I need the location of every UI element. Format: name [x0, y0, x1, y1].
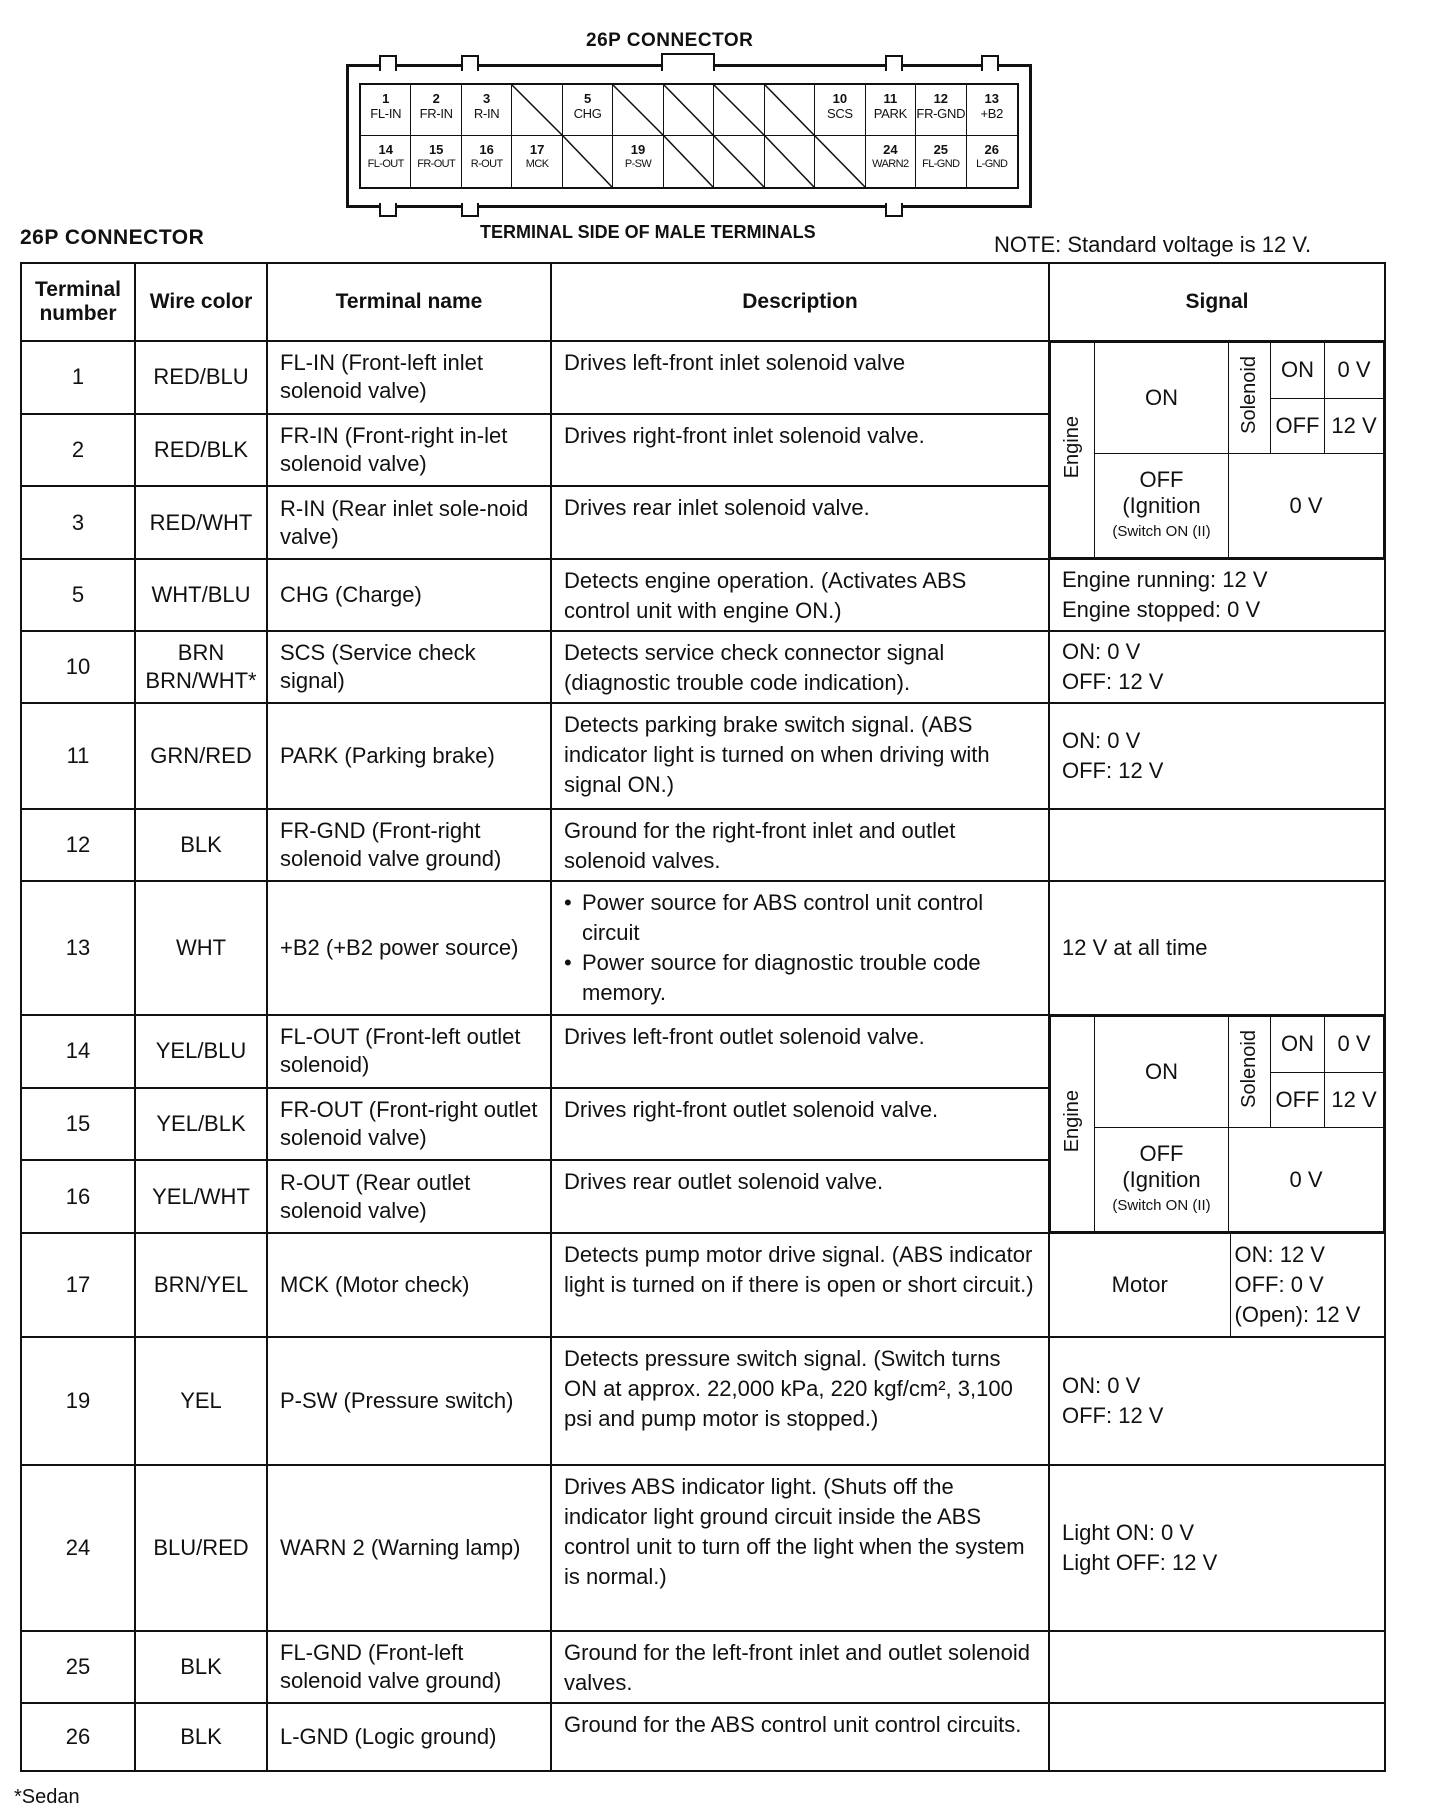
- table-row: [21, 559, 1385, 631]
- table-row: [21, 1631, 1385, 1703]
- pin-number: 10: [832, 91, 848, 106]
- header-terminal-name: Terminal name: [267, 263, 551, 341]
- terminal-number: 13: [21, 881, 135, 1015]
- pin-number: 14: [378, 142, 393, 157]
- terminal-number: 11: [21, 703, 135, 809]
- engine-label: Engine: [1051, 1017, 1095, 1232]
- table-row: [21, 1337, 1385, 1465]
- table-row: [21, 809, 1385, 881]
- pin-number: 11: [883, 91, 898, 106]
- header-terminal-number: Terminal number: [21, 263, 135, 341]
- table-row: [21, 1703, 1385, 1771]
- engine-on: ON: [1095, 1017, 1229, 1128]
- signal: Engine running: 12 V Engine stopped: 0 V: [1049, 559, 1385, 631]
- terminal-number: 17: [21, 1233, 135, 1337]
- connector-latch: [461, 203, 479, 217]
- pin-label: FL-IN: [370, 106, 402, 121]
- pin-number: 25: [933, 142, 949, 157]
- terminal-number: 12: [21, 809, 135, 881]
- pin-label: SCS: [826, 106, 853, 121]
- terminal-name: R-OUT (Rear outlet solenoid valve): [267, 1160, 551, 1233]
- terminal-name: FR-GND (Front-right solenoid valve ground): [267, 809, 551, 881]
- table-row: [21, 1233, 1385, 1337]
- terminal-number: 25: [21, 1631, 135, 1703]
- solenoid-off: OFF: [1271, 1072, 1325, 1128]
- pin-number: 19: [630, 142, 646, 157]
- description: Drives right-front outlet solenoid valve.: [551, 1088, 1049, 1161]
- description: Drives right-front inlet solenoid valve.: [551, 414, 1049, 487]
- pin-number: 15: [428, 142, 444, 157]
- table-row: [21, 1015, 1385, 1088]
- description: Detects pump motor drive signal. (ABS indicator light is turned on if there is open or short circuit.): [551, 1233, 1049, 1337]
- connector-empty-pin: [714, 85, 764, 136]
- table-row: [21, 341, 1385, 414]
- pin-number: 13: [984, 91, 999, 106]
- solenoid-on: ON: [1271, 1017, 1325, 1073]
- solenoid-on-voltage: 0 V: [1325, 1017, 1384, 1073]
- connector-pin: [916, 85, 966, 136]
- connector-empty-pin: [512, 85, 562, 136]
- connector-pin: [361, 136, 411, 187]
- signal-outlet-solenoid: [1049, 1015, 1385, 1233]
- terminal-name: WARN 2 (Warning lamp): [267, 1465, 551, 1631]
- description: Ground for the right-front inlet and outlet solenoid valves.: [551, 809, 1049, 881]
- terminal-number: 14: [21, 1015, 135, 1088]
- connector-pin: [462, 85, 512, 136]
- wire-color: WHT/BLU: [135, 559, 267, 631]
- signal: ON: 0 V OFF: 12 V: [1049, 703, 1385, 809]
- connector-pin: [916, 136, 966, 187]
- description: Detects service check connector signal (diagnostic trouble code indication).: [551, 631, 1049, 703]
- terminal-number: 24: [21, 1465, 135, 1631]
- pin-label: WARN2: [872, 158, 909, 170]
- signal-inlet-solenoid: [1049, 341, 1385, 559]
- description: Ground for the ABS control unit control circuits.: [551, 1703, 1049, 1771]
- connector-diagram: [346, 64, 1032, 208]
- pin-label: MCK: [525, 158, 549, 170]
- connector-pin: [866, 136, 916, 187]
- note: NOTE: Standard voltage is 12 V.: [994, 232, 1312, 257]
- pin-label: FL-GND: [922, 158, 960, 170]
- connector-pin: [815, 85, 865, 136]
- description: Drives left-front outlet solenoid valve.: [551, 1015, 1049, 1088]
- terminal-name: R-IN (Rear inlet sole-noid valve): [267, 486, 551, 559]
- description: Ground for the left-front inlet and outlet solenoid valves.: [551, 1631, 1049, 1703]
- section-title: 26P CONNECTOR: [20, 226, 205, 249]
- connector-pin: [563, 85, 613, 136]
- connector-pin: [411, 136, 461, 187]
- pin-label: P-SW: [624, 158, 652, 170]
- solenoid-on-voltage: 0 V: [1325, 343, 1384, 399]
- connector-empty-pin: [613, 85, 663, 136]
- signal-motor: [1049, 1233, 1385, 1337]
- description: • Power source for ABS control unit control circuit • Power source for diagnostic trouble code memory.: [551, 881, 1049, 1015]
- engine-on: ON: [1095, 343, 1229, 454]
- wire-color: BLU/RED: [135, 1465, 267, 1631]
- wire-color: GRN/RED: [135, 703, 267, 809]
- pin-number: 2: [432, 91, 440, 106]
- pin-label: FR-IN: [419, 106, 453, 121]
- footnote: *Sedan: [14, 1786, 80, 1808]
- engine-off-voltage: 0 V: [1229, 454, 1384, 558]
- header-wire-color: Wire color: [135, 263, 267, 341]
- description: Detects engine operation. (Activates ABS control unit with engine ON.): [551, 559, 1049, 631]
- connector-latch: [379, 203, 397, 217]
- table-row: [21, 881, 1385, 1015]
- engine-off-voltage: 0 V: [1229, 1128, 1384, 1232]
- connector-empty-pin: [815, 136, 865, 187]
- table-row: [21, 631, 1385, 703]
- wire-color: RED/BLK: [135, 414, 267, 487]
- terminal-number: 1: [21, 341, 135, 414]
- table-row: [21, 1465, 1385, 1631]
- pin-label: CHG: [573, 106, 602, 121]
- header-description: Description: [551, 263, 1049, 341]
- motor-label: Motor: [1111, 1272, 1168, 1297]
- wire-color: WHT: [135, 881, 267, 1015]
- engine-off: OFF (Ignition (Switch ON (II): [1095, 1128, 1229, 1232]
- diagram-caption: TERMINAL SIDE OF MALE TERMINALS: [480, 222, 816, 242]
- pin-number: 17: [529, 142, 545, 157]
- diagram-title: 26P CONNECTOR: [586, 30, 754, 51]
- wire-color: RED/WHT: [135, 486, 267, 559]
- description: Drives rear inlet solenoid valve.: [551, 486, 1049, 559]
- pin-number: 1: [382, 91, 390, 106]
- wire-color: YEL/BLK: [135, 1088, 267, 1161]
- connector-latch: [981, 55, 999, 71]
- wire-color: BLK: [135, 809, 267, 881]
- connector-pin: [613, 136, 663, 187]
- connector-empty-pin: [765, 136, 815, 187]
- connector-empty-pin: [714, 136, 764, 187]
- terminal-number: 10: [21, 631, 135, 703]
- wire-color: RED/BLU: [135, 341, 267, 414]
- engine-off: OFF (Ignition (Switch ON (II): [1095, 454, 1229, 558]
- terminal-number: 16: [21, 1160, 135, 1233]
- description: Drives ABS indicator light. (Shuts off the indicator light ground circuit inside the ABS control unit to turn off the light when the system is normal.): [551, 1465, 1049, 1631]
- terminal-number: 15: [21, 1088, 135, 1161]
- signal: Light ON: 0 V Light OFF: 12 V: [1049, 1465, 1385, 1631]
- solenoid-off-voltage: 12 V: [1325, 398, 1384, 454]
- connector-pin: [361, 85, 411, 136]
- solenoid-label: Solenoid: [1229, 343, 1271, 454]
- connector-latch: [885, 203, 903, 217]
- pin-label: FL-OUT: [367, 158, 404, 170]
- pin-number: 3: [483, 91, 491, 106]
- terminal-table: [20, 262, 1386, 1772]
- signal: 12 V at all time: [1049, 881, 1385, 1015]
- solenoid-on: ON: [1271, 343, 1325, 399]
- description: Drives rear outlet solenoid valve.: [551, 1160, 1049, 1233]
- pin-label: FR-OUT: [417, 158, 456, 170]
- connector-pin: [967, 136, 1017, 187]
- pin-label: L-GND: [976, 158, 1008, 170]
- terminal-name: FL-OUT (Front-left outlet solenoid): [267, 1015, 551, 1088]
- pin-number: 16: [479, 142, 494, 157]
- connector-latch: [885, 55, 903, 71]
- connector-latch: [461, 55, 479, 71]
- terminal-number: 26: [21, 1703, 135, 1771]
- terminal-number: 5: [21, 559, 135, 631]
- terminal-name: +B2 (+B2 power source): [267, 881, 551, 1015]
- description: Drives left-front inlet solenoid valve: [551, 341, 1049, 414]
- signal-empty: [1049, 809, 1385, 881]
- pin-number: 5: [583, 91, 592, 106]
- header-signal: Signal: [1049, 263, 1385, 341]
- signal: ON: 0 V OFF: 12 V: [1049, 631, 1385, 703]
- terminal-name: P-SW (Pressure switch): [267, 1337, 551, 1465]
- terminal-name: CHG (Charge): [267, 559, 551, 631]
- terminal-name: FL-IN (Front-left inlet solenoid valve): [267, 341, 551, 414]
- terminal-name: MCK (Motor check): [267, 1233, 551, 1337]
- wire-color: BLK: [135, 1631, 267, 1703]
- connector-latch: [379, 55, 397, 71]
- pin-number: 26: [984, 142, 999, 157]
- terminal-name: FR-IN (Front-right in-let solenoid valve): [267, 414, 551, 487]
- terminal-name: L-GND (Logic ground): [267, 1703, 551, 1771]
- connector-pin: [462, 136, 512, 187]
- terminal-name: FR-OUT (Front-right outlet solenoid valve): [267, 1088, 551, 1161]
- terminal-number: 2: [21, 414, 135, 487]
- pin-label: R-IN: [473, 106, 500, 121]
- solenoid-off: OFF: [1271, 398, 1325, 454]
- connector-empty-pin: [664, 85, 714, 136]
- solenoid-label: Solenoid: [1229, 1017, 1271, 1128]
- description: Detects pressure switch signal. (Switch turns ON at approx. 22,000 kPa, 220 kgf/cm², 3,100 psi and pump motor is stopped.): [551, 1337, 1049, 1465]
- connector-pin: [512, 136, 562, 187]
- signal-empty: [1049, 1703, 1385, 1771]
- signal-empty: [1049, 1631, 1385, 1703]
- pin-number: 12: [933, 91, 949, 106]
- description: Detects parking brake switch signal. (ABS indicator light is turned on when driving with signal ON.): [551, 703, 1049, 809]
- connector-pin-grid: [361, 85, 1017, 187]
- pin-label: FR-GND: [916, 106, 966, 121]
- pin-label: +B2: [980, 106, 1004, 121]
- terminal-name: SCS (Service check signal): [267, 631, 551, 703]
- wire-color: BLK: [135, 1703, 267, 1771]
- connector-key: [661, 53, 715, 71]
- terminal-number: 3: [21, 486, 135, 559]
- connector-pin: [866, 85, 916, 136]
- solenoid-off-voltage: 12 V: [1325, 1072, 1384, 1128]
- table-row: [21, 703, 1385, 809]
- wire-color: YEL: [135, 1337, 267, 1465]
- motor-values: ON: 12 V OFF: 0 V (Open): 12 V: [1230, 1234, 1384, 1336]
- wire-color: YEL/WHT: [135, 1160, 267, 1233]
- pin-number: 24: [883, 142, 898, 157]
- wire-color: BRN/YEL: [135, 1233, 267, 1337]
- terminal-number: 19: [21, 1337, 135, 1465]
- signal: ON: 0 V OFF: 12 V: [1049, 1337, 1385, 1465]
- table-header-row: [21, 263, 1385, 341]
- pin-label: PARK: [873, 106, 907, 121]
- pin-label: R-OUT: [470, 158, 503, 170]
- connector-empty-pin: [563, 136, 613, 187]
- connector-pin: [967, 85, 1017, 136]
- connector-empty-pin: [765, 85, 815, 136]
- connector-pin: [411, 85, 461, 136]
- connector-empty-pin: [664, 136, 714, 187]
- terminal-name: PARK (Parking brake): [267, 703, 551, 809]
- wire-color: YEL/BLU: [135, 1015, 267, 1088]
- terminal-name: FL-GND (Front-left solenoid valve ground): [267, 1631, 551, 1703]
- engine-label: Engine: [1051, 343, 1095, 558]
- wire-color: BRN BRN/WHT*: [135, 631, 267, 703]
